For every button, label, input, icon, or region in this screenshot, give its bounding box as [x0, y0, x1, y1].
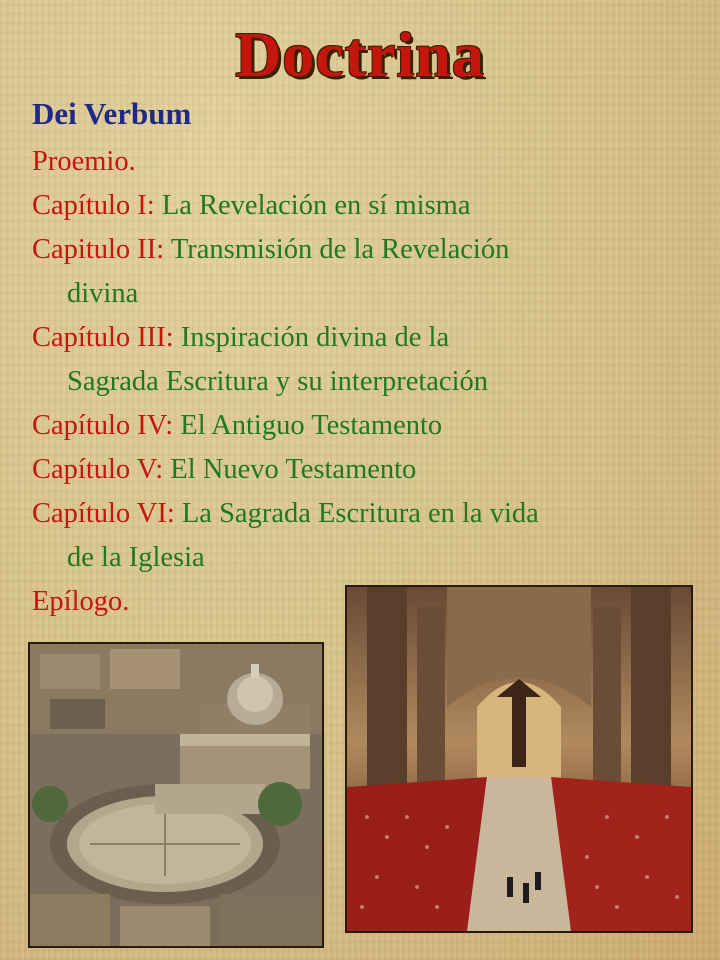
item-label: Capítulo VI: — [32, 498, 175, 529]
list-item — [32, 140, 702, 184]
item-continuation: Sagrada Escritura y su interpretación — [67, 366, 489, 397]
list-item — [32, 228, 702, 316]
item-text: El Nuevo Testamento — [163, 454, 417, 485]
item-label: Capitulo II: — [32, 234, 165, 265]
item-label: Capítulo IV: — [32, 410, 174, 441]
item-text: Inspiración divina de la — [173, 322, 450, 353]
item-continuation: divina — [67, 278, 139, 309]
list-item — [32, 316, 702, 404]
list-item — [32, 404, 702, 448]
page-title: Doctrina — [235, 19, 485, 90]
aerial-vatican-photo — [28, 642, 324, 948]
document-subtitle: Dei Verbum — [32, 96, 192, 131]
item-label: Capítulo I: — [32, 190, 155, 221]
chapter-list — [32, 140, 702, 624]
list-item — [32, 448, 702, 492]
item-text: La Sagrada Escritura en la vida — [174, 498, 539, 529]
list-item — [32, 184, 702, 228]
council-basilica-photo — [345, 585, 693, 933]
item-text: El Antiguo Testamento — [173, 410, 443, 441]
item-label: Capítulo III: — [32, 322, 174, 353]
list-item — [32, 492, 702, 580]
item-label: Epílogo. — [32, 586, 130, 617]
item-continuation: de la Iglesia — [67, 542, 205, 573]
item-text: Transmisión de la Revelación — [164, 234, 510, 265]
item-label: Capítulo V: — [32, 454, 164, 485]
item-text: La Revelación en sí misma — [154, 190, 471, 221]
item-label: Proemio. — [32, 146, 136, 177]
